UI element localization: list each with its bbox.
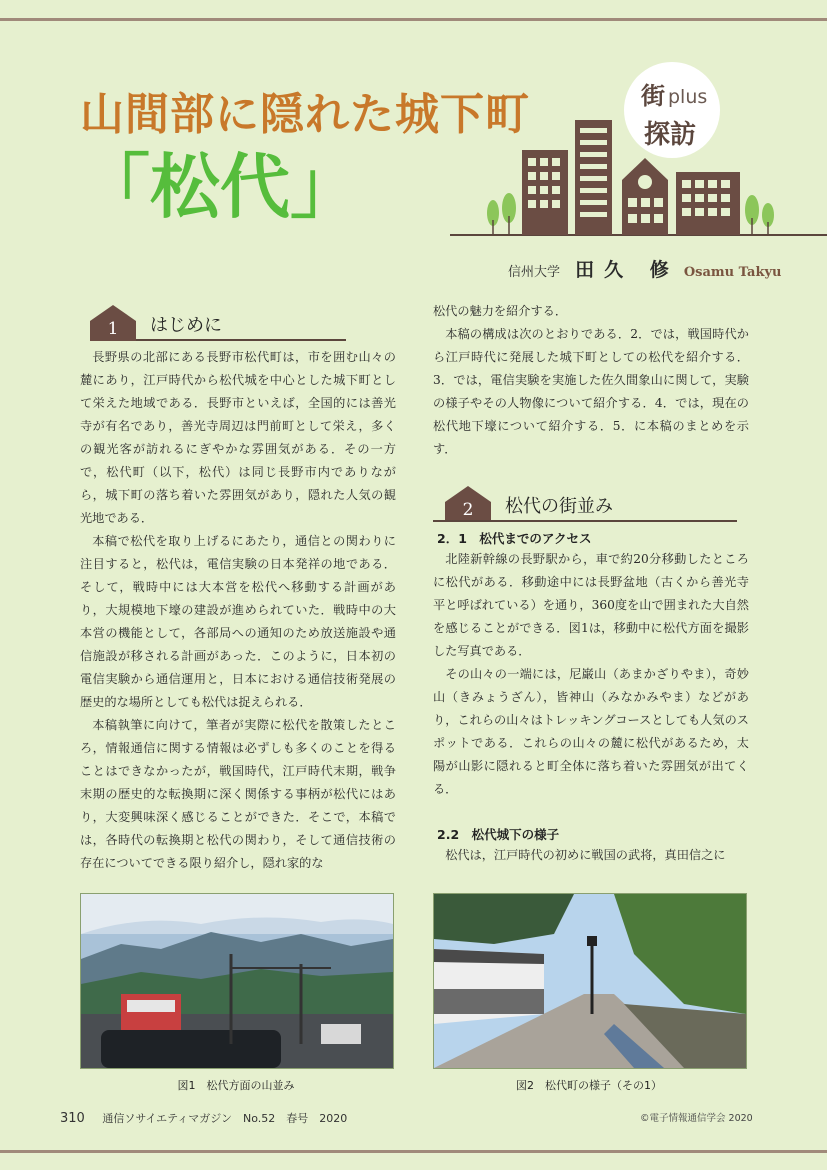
magazine-name: 通信ソサイエティマガジン No.52 春号 2020: [102, 1112, 348, 1125]
section-2-2-body: [433, 844, 749, 867]
paragraph: 松代は，江戸時代の初めに戦国の武将，真田信之に: [445, 848, 726, 862]
bottom-rule: [0, 1150, 827, 1153]
badge-kanji-machi: 街: [641, 82, 665, 110]
paragraph: その山々の一端には，尼巌山（あまかざりやま），奇妙山（きみょうざん），皆神山（みなかみやま）などがあり，これらの山々はトレッキングコースとしても人気のスポットである．これらの山々の麓に松代があるため，太陽が山影に隠れると町全体に落ち着いた雰囲気が出てくる．: [433, 667, 749, 796]
badge-kanji-tanbou: 探訪: [644, 120, 697, 150]
paragraph: 本稿で松代を取り上げるにあたり，通信との関わりに注目すると，松代は，電信実験の日本発祥の地である．そして，戦時中には大本営を松代へ移動する計画があり，大規模地下壕の建設が進められていた．戦時中の大本営の機能として，各部局への通知のため放送施設や通信施設が移される計画があった．このように，日本初の電信実験から通信運用と，日本における通信技術発展の歴史的な場所としても松代は捉えられる．: [80, 534, 396, 709]
castle-town-street-image: [434, 894, 746, 1068]
section-1-heading: [90, 305, 406, 345]
paragraph: 本稿の構成は次のとおりである．2．では，戦国時代から江戸時代に発展した城下町としての松代を紹介する．3．では，電信実験を実施した佐久間象山に関して，実験の様子やその人物像について紹介する．4．では，現在の松代地下壕について紹介する．5．に本稿のまとめを示す．: [433, 327, 749, 456]
paragraph: 松代の魅力を紹介する．: [433, 304, 568, 318]
paragraph: 長野県の北部にある長野市松代町は，市を囲む山々の麓にあり，江戸時代から松代城を中心とした城下町として栄えた地域である．長野市といえば，全国的には善光寺が有名であり，善光寺周辺は門前町として栄え，多くの観光客が訪れるにぎやかな雰囲気がある．その一方で，松代町（以下，松代）は同じ長野市内でありながら，城下町の落ち着いた雰囲気があり，隠れた人気の観光地である．: [80, 350, 396, 525]
machi-plus-badge: [624, 62, 720, 158]
author-romaji: Osamu Takyu: [683, 265, 782, 280]
figure-2-caption: 図2 松代町の様子（その1）: [516, 1079, 662, 1092]
badge-plus: plus: [668, 86, 708, 108]
section-1-number: 1: [107, 319, 119, 339]
right-column-intro: [433, 300, 749, 461]
mountains-street-image: [81, 894, 393, 1068]
author-name: 田久 修: [575, 259, 679, 281]
top-rule: [0, 18, 827, 21]
section-2-heading: [445, 486, 761, 526]
author-affiliation: 信州大学: [508, 265, 561, 280]
section-1-title: はじめに: [150, 315, 222, 336]
page-number: 310: [60, 1111, 85, 1126]
section-2-1-body: [433, 548, 749, 801]
section-2-underline: [433, 520, 737, 522]
article-title-line1: 山間部に隠れた城下町: [80, 89, 530, 140]
article-title-line2: 「松代」: [80, 146, 360, 228]
subsection-2-2-heading: 2.2 松代城下の様子: [437, 827, 560, 842]
subsection-2-1-heading: 2．1 松代までのアクセス: [437, 531, 592, 546]
figure-1-photo: [80, 893, 394, 1069]
section-2-number: 2: [462, 500, 474, 520]
section-2-title: 松代の街並み: [505, 496, 613, 517]
paragraph: 北陸新幹線の長野駅から，車で約20分移動したところに松代がある．移動途中には長野盆地（古くから善光寺平と呼ばれている）を通り，360度を山で囲まれた大自然を感じることができる．図1は，移動中に松代方面を撮影した写真である．: [433, 552, 749, 658]
left-column-body: [80, 346, 396, 875]
author-line: [508, 255, 782, 282]
section-1-underline: [136, 339, 346, 341]
figure-1-caption: 図1 松代方面の山並み: [177, 1079, 295, 1092]
figure-2-photo: [433, 893, 747, 1069]
footer-left: [60, 1110, 347, 1126]
copyright: ©電子情報通信学会 2020: [640, 1113, 753, 1124]
paragraph: 本稿執筆に向けて，筆者が実際に松代を散策したところ，情報通信に関する情報は必ずしも多くのことを得ることはできなかったが，戦国時代，江戸時代末期，戦争末期の歴史的な転換期に深く関係する事柄が松代にはあり，大変興味深く感じることができた．そこで，本稿では，各時代の転換期と松代の関わり，そして通信技術の存在についてできる限り紹介し，隠れ家的な: [80, 718, 396, 870]
